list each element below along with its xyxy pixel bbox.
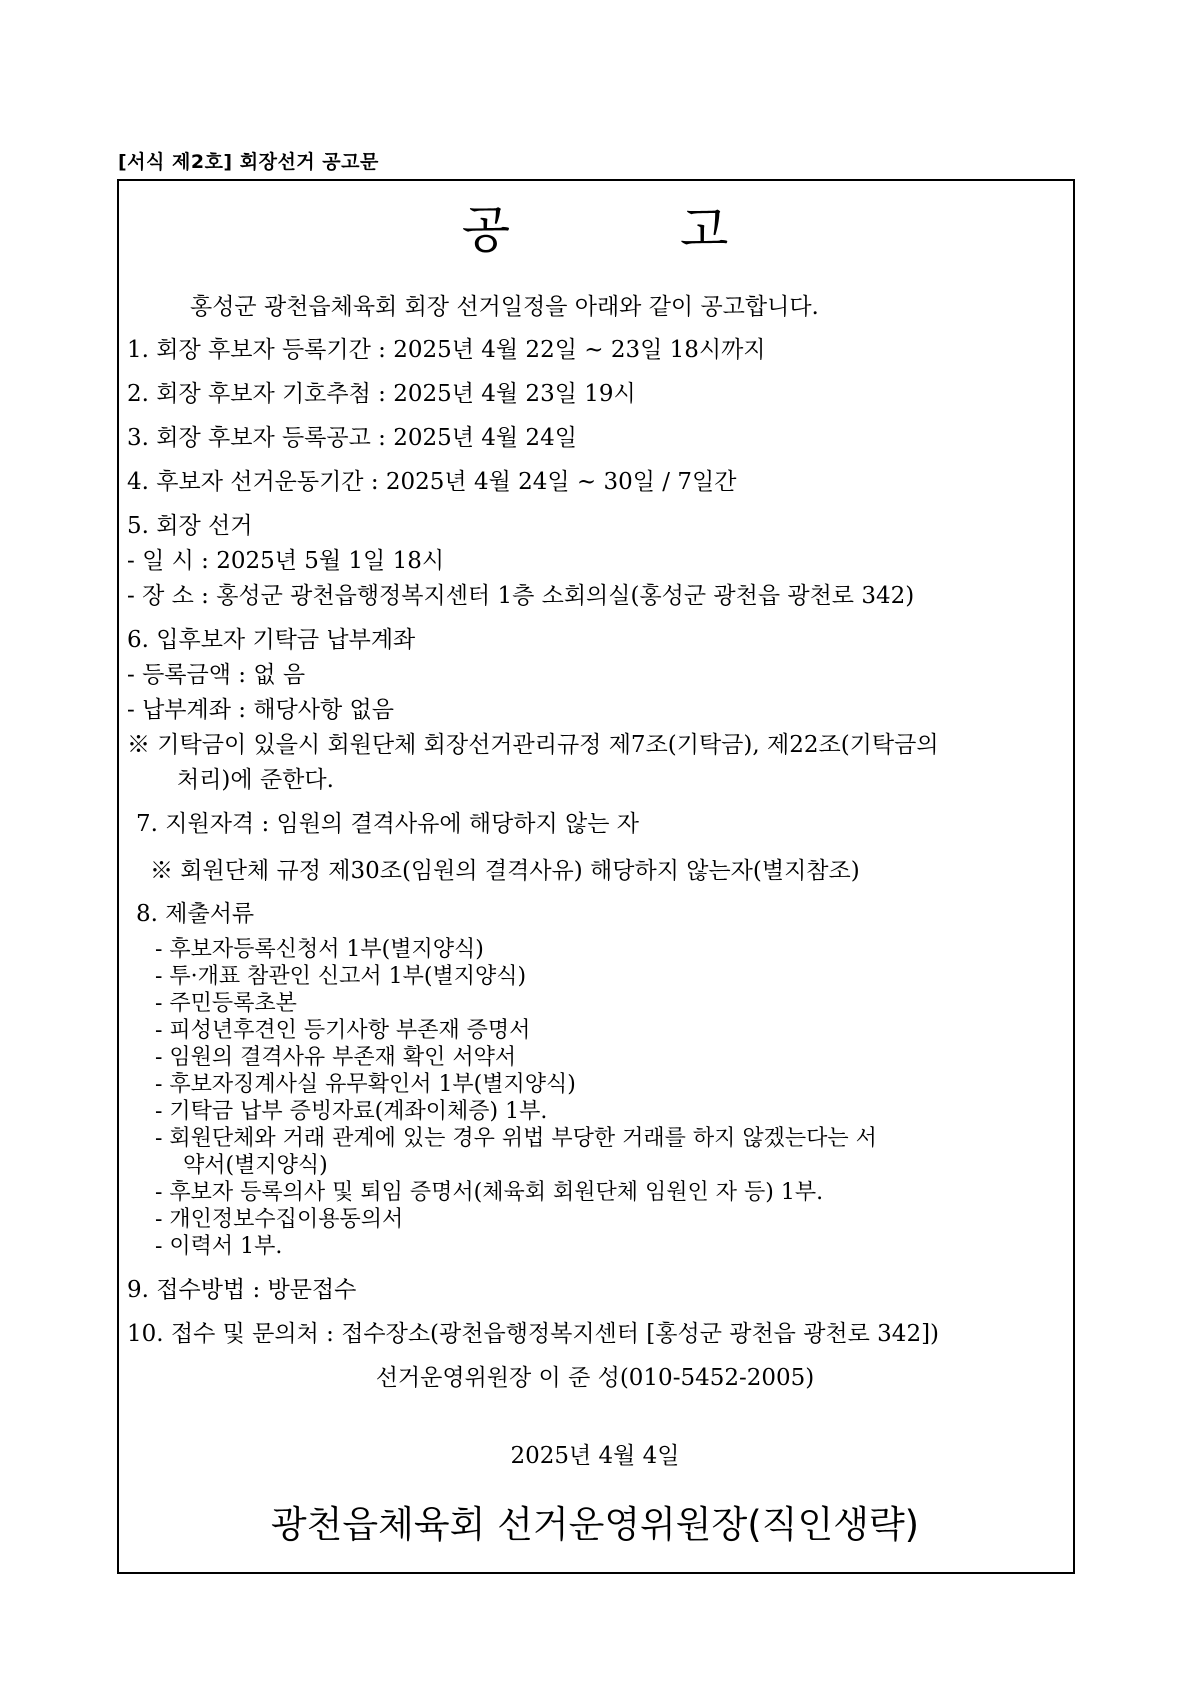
item-6-note-1: ※ 기탁금이 있을시 회원단체 회장선거관리규정 제7조(기탁금), 제22조(기탁금의	[127, 732, 939, 758]
title-char-2: 고	[680, 201, 729, 259]
doc-item: - 개인정보수집이용동의서	[155, 1207, 404, 1232]
issuer-signature: 광천읍체육회 선거운영위원장(직인생략)	[270, 1503, 920, 1546]
item-5: 5. 회장 선거	[127, 513, 253, 539]
doc-item: - 회원단체와 거래 관계에 있는 경우 위법 부당한 거래를 하지 않겠는다는 서	[155, 1126, 877, 1151]
notice-date: 2025년 4월 4일	[510, 1443, 680, 1469]
item-6-amount: - 등록금액 : 없 음	[127, 662, 306, 688]
item-6-note-2: 처리)에 준한다.	[177, 767, 334, 793]
item-5-place: - 장 소 : 홍성군 광천읍행정복지센터 1층 소회의실(홍성군 광천읍 광천로 342)	[127, 583, 915, 609]
notice-title	[0, 201, 1190, 259]
item-5-date: - 일 시 : 2025년 5월 1일 18시	[127, 548, 445, 574]
intro-text: 홍성군 광천읍체육회 회장 선거일정을 아래와 같이 공고합니다.	[190, 294, 819, 320]
doc-item: - 이력서 1부.	[155, 1234, 283, 1259]
item-6-account: - 납부계좌 : 해당사항 없음	[127, 697, 394, 723]
doc-item: - 주민등록초본	[155, 991, 297, 1016]
item-8: 8. 제출서류	[136, 901, 255, 927]
doc-item-continued: 약서(별지양식)	[183, 1153, 328, 1178]
item-9: 9. 접수방법 : 방문접수	[127, 1277, 357, 1303]
item-7: 7. 지원자격 : 임원의 결격사유에 해당하지 않는 자	[136, 811, 640, 837]
title-char-1: 공	[461, 201, 510, 259]
doc-item: - 기탁금 납부 증빙자료(계좌이체증) 1부.	[155, 1099, 548, 1124]
item-4: 4. 후보자 선거운동기간 : 2025년 4월 24일 ~ 30일 / 7일간	[127, 469, 737, 495]
item-10: 10. 접수 및 문의처 : 접수장소(광천읍행정복지센터 [홍성군 광천읍 광천로 342])	[127, 1321, 940, 1347]
contact-line: 선거운영위원장 이 준 성(010-5452-2005)	[375, 1365, 815, 1391]
item-2: 2. 회장 후보자 기호추첨 : 2025년 4월 23일 19시	[127, 381, 636, 407]
item-6: 6. 입후보자 기탁금 납부계좌	[127, 627, 416, 653]
item-7-note: ※ 회원단체 규정 제30조(임원의 결격사유) 해당하지 않는자(별지참조)	[150, 858, 860, 884]
doc-item: - 피성년후견인 등기사항 부존재 증명서	[155, 1018, 531, 1043]
doc-item: - 투·개표 참관인 신고서 1부(별지양식)	[155, 964, 527, 989]
form-label: [서식 제2호] 회장선거 공고문	[118, 151, 379, 173]
doc-item: - 후보자등록신청서 1부(별지양식)	[155, 937, 484, 962]
doc-item: - 임원의 결격사유 부존재 확인 서약서	[155, 1045, 517, 1070]
item-3: 3. 회장 후보자 등록공고 : 2025년 4월 24일	[127, 425, 577, 451]
item-1: 1. 회장 후보자 등록기간 : 2025년 4월 22일 ~ 23일 18시까지	[127, 337, 766, 363]
doc-item: - 후보자 등록의사 및 퇴임 증명서(체육회 회원단체 임원인 자 등) 1부.	[155, 1180, 824, 1205]
doc-item: - 후보자징계사실 유무확인서 1부(별지양식)	[155, 1072, 576, 1097]
